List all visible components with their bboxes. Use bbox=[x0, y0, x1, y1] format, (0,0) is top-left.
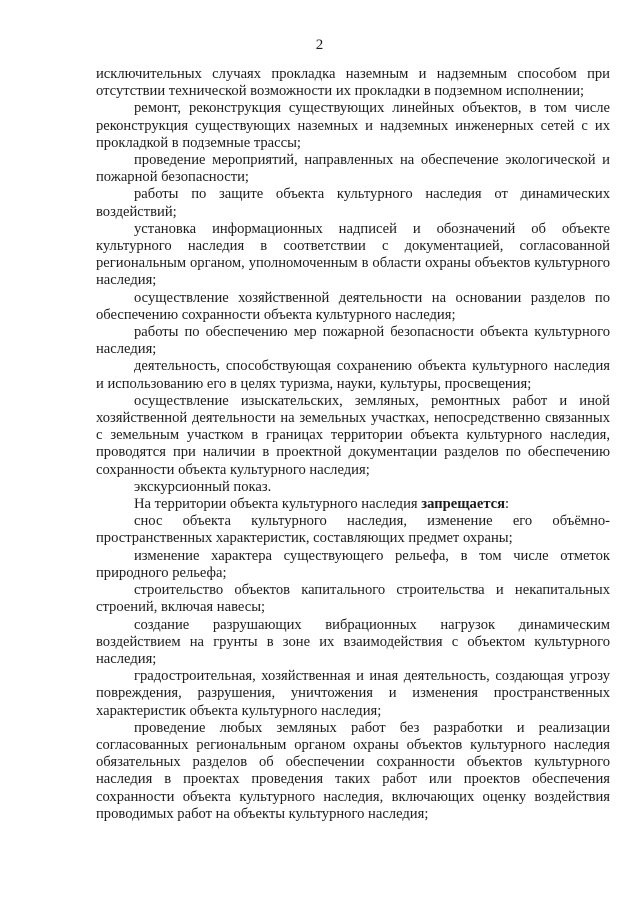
paragraph: осуществление изыскательских, земляных, ремонтных работ и иной хозяйственной деятельности на земельных участках, непосредственно связанных с земельным участком в границах территории объекта культурного наследия, проводятся при наличии в проектной документации разделов по обеспечению сохранности объекта культурного наследия; bbox=[96, 392, 610, 478]
paragraph: осуществление хозяйственной деятельности на основании разделов по обеспечению сохранности объекта культурного наследия; bbox=[96, 289, 610, 323]
prohibition-item: строительство объектов капитального строительства и некапитальных строений, включая навесы; bbox=[96, 582, 610, 616]
prohibition-intro-prefix: На территории объекта культурного наследия bbox=[134, 496, 422, 513]
paragraph: работы по обеспечению мер пожарной безопасности объекта культурного наследия; bbox=[96, 324, 610, 358]
prohibition-item: создание разрушающих вибрационных нагрузок динамическим воздействием на грунты в зоне их взаимодействия с объектом культурного наследия; bbox=[96, 616, 610, 667]
paragraph: исключительных случаях прокладка наземным и надземным способом при отсутствии технической возможности их прокладки в подземном исполнении; bbox=[96, 66, 610, 100]
paragraph: работы по защите объекта культурного наследия от динамических воздействий; bbox=[96, 186, 610, 220]
paragraph: установка информационных надписей и обозначений об объекте культурного наследия в соответствии с документацией, согласованной региональным органом, уполномоченным в области охраны объектов культурного наследия; bbox=[96, 220, 610, 289]
paragraph: экскурсионный показ. bbox=[134, 478, 272, 495]
paragraph: проведение мероприятий, направленных на обеспечение экологической и пожарной безопасности; bbox=[96, 152, 610, 186]
page-number: 2 bbox=[315, 37, 324, 53]
prohibited-activities-list bbox=[96, 513, 610, 823]
prohibition-item: снос объекта культурного наследия, изменение его объёмно-пространственных характеристик, составляющих предмет охраны; bbox=[96, 513, 610, 547]
prohibition-intro-suffix: : bbox=[505, 496, 510, 513]
prohibition-intro-keyword: запрещается bbox=[421, 496, 506, 513]
prohibition-item: проведение любых земляных работ без разработки и реализации согласованных региональным органом охраны объектов культурного наследия обязательных разделов об обеспечении сохранности объектов культурного наследия в проектах проведения таких работ или проектов обеспечения сохранности объекта культурного наследия, включающих оценку воздействия проводимых работ на объекты культурного наследия; bbox=[96, 719, 610, 822]
prohibition-item: градостроительная, хозяйственная и иная деятельность, создающая угрозу повреждения, разрушения, уничтожения и изменения пространственных характеристик объекта культурного наследия; bbox=[96, 668, 610, 719]
document-body bbox=[96, 66, 610, 823]
paragraph: деятельность, способствующая сохранению объекта культурного наследия и использованию его в целях туризма, науки, культуры, просвещения; bbox=[96, 358, 610, 392]
paragraph: ремонт, реконструкция существующих линейных объектов, в том числе реконструкция существующих наземных и надземных инженерных сетей с их прокладкой в подземные трассы; bbox=[96, 100, 610, 151]
allowed-activities-list bbox=[96, 66, 610, 496]
prohibition-item: изменение характера существующего рельефа, в том числе отметок природного рельефа; bbox=[96, 547, 610, 581]
prohibition-intro bbox=[96, 496, 610, 513]
